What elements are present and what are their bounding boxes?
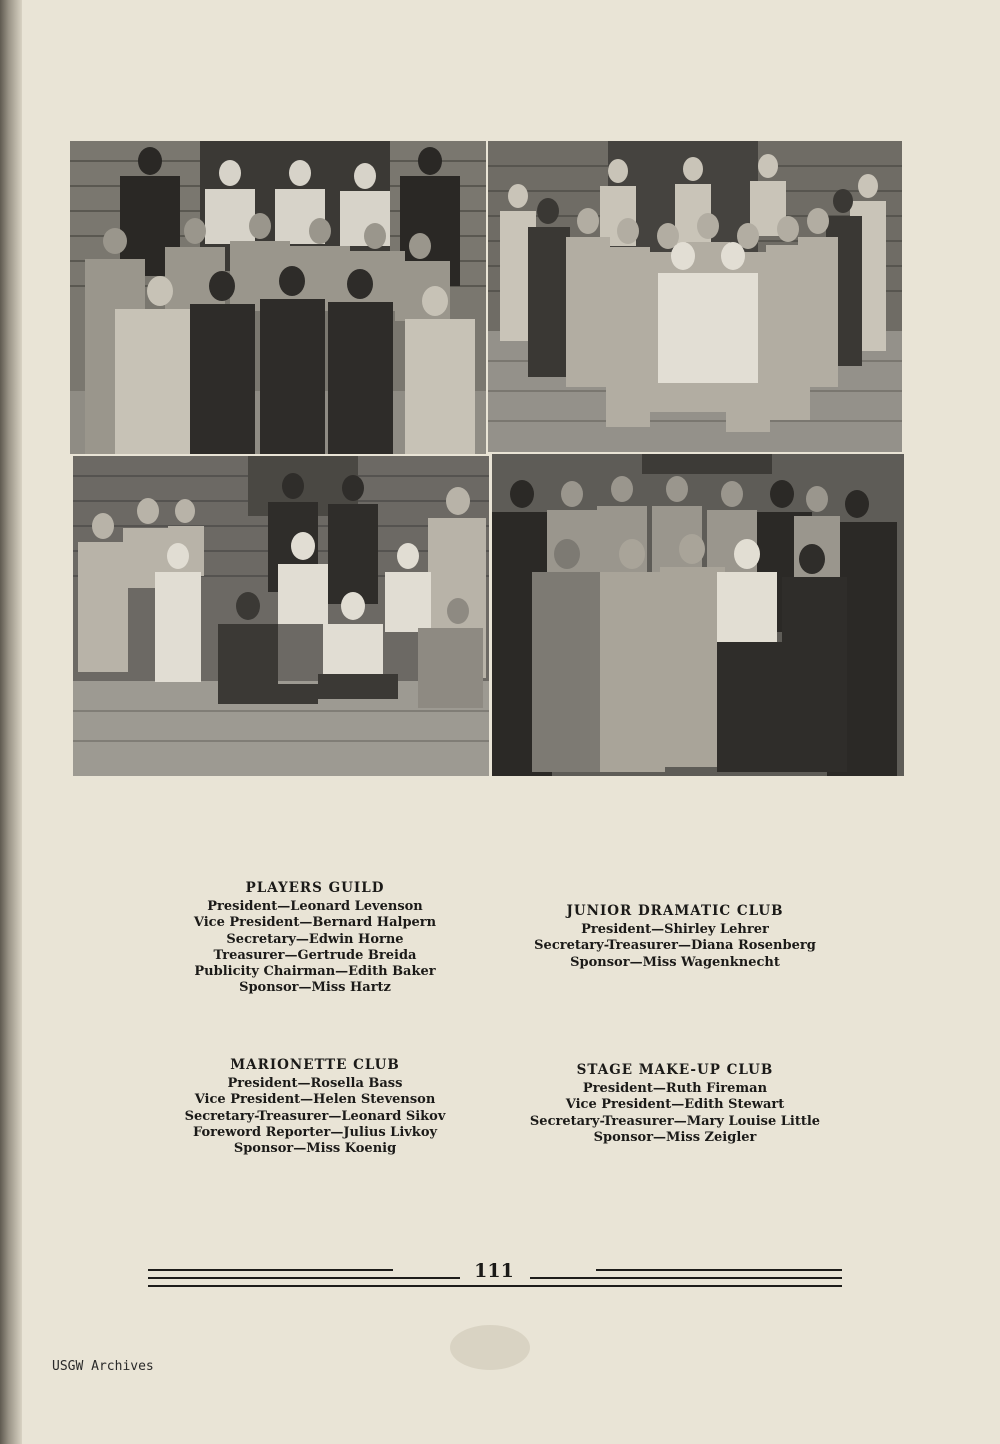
marionette-sponsor: Sponsor—Miss Koenig: [233, 1141, 397, 1157]
junior-dramatic-sponsor: Sponsor—Miss Wagenknecht: [570, 954, 780, 970]
players-guild-title: PLAYERS GUILD: [245, 880, 385, 896]
paper-stain: [450, 1325, 530, 1370]
binding-edge: [0, 0, 22, 1444]
rule-right-middle: [530, 1277, 842, 1279]
stage-make-up-club-title: STAGE MAKE-UP CLUB: [576, 1062, 774, 1078]
rule-right-top: [596, 1269, 842, 1271]
players-guild-block: [160, 880, 470, 997]
stage-make-up-club-block: [505, 1062, 845, 1146]
players-guild-officer: Publicity Chairman—Edith Baker: [194, 964, 436, 980]
marionette-club-block: [150, 1057, 480, 1157]
marionette-club-photo: [73, 456, 489, 776]
stage-make-up-sponsor: Sponsor—Miss Zeigler: [593, 1129, 757, 1145]
stage-make-up-club-photo: [492, 454, 904, 776]
junior-dramatic-club-photo: [488, 141, 902, 452]
players-guild-officer: Vice President—Bernard Halpern: [193, 915, 437, 931]
marionette-officer: Vice President—Helen Stevenson: [194, 1092, 436, 1108]
rule-full-bottom: [148, 1285, 842, 1287]
junior-dramatic-officer: President—Shirley Lehrer: [581, 922, 769, 937]
rule-left-top: [148, 1269, 393, 1271]
junior-dramatic-club-title: JUNIOR DRAMATIC CLUB: [566, 903, 784, 919]
marionette-officer: Secretary-Treasurer—Leonard Sikov: [184, 1108, 446, 1124]
junior-dramatic-officer: Secretary-Treasurer—Diana Rosenberg: [534, 938, 816, 954]
marionette-officer: Foreword Reporter—Julius Livkoy: [192, 1124, 438, 1140]
marionette-officer: President—Rosella Bass: [227, 1076, 403, 1091]
stage-make-up-officer: Secretary-Treasurer—Mary Louise Little: [529, 1113, 821, 1129]
junior-dramatic-club-block: [505, 903, 845, 971]
players-guild-photo: [70, 141, 486, 454]
stage-make-up-officer: President—Ruth Fireman: [582, 1081, 768, 1096]
stage-make-up-officer: Vice President—Edith Stewart: [565, 1097, 785, 1113]
marionette-club-title: MARIONETTE CLUB: [230, 1057, 400, 1073]
players-guild-officer: Secretary—Edwin Horne: [226, 931, 404, 947]
players-guild-officer: Treasurer—Gertrude Breida: [213, 947, 417, 963]
page-number: 111: [474, 1260, 514, 1282]
watermark-text: USGW Archives: [52, 1359, 154, 1374]
players-guild-officer: President—Leonard Levenson: [207, 899, 423, 914]
players-guild-sponsor: Sponsor—Miss Hartz: [239, 980, 391, 996]
rule-left-middle: [148, 1277, 460, 1279]
